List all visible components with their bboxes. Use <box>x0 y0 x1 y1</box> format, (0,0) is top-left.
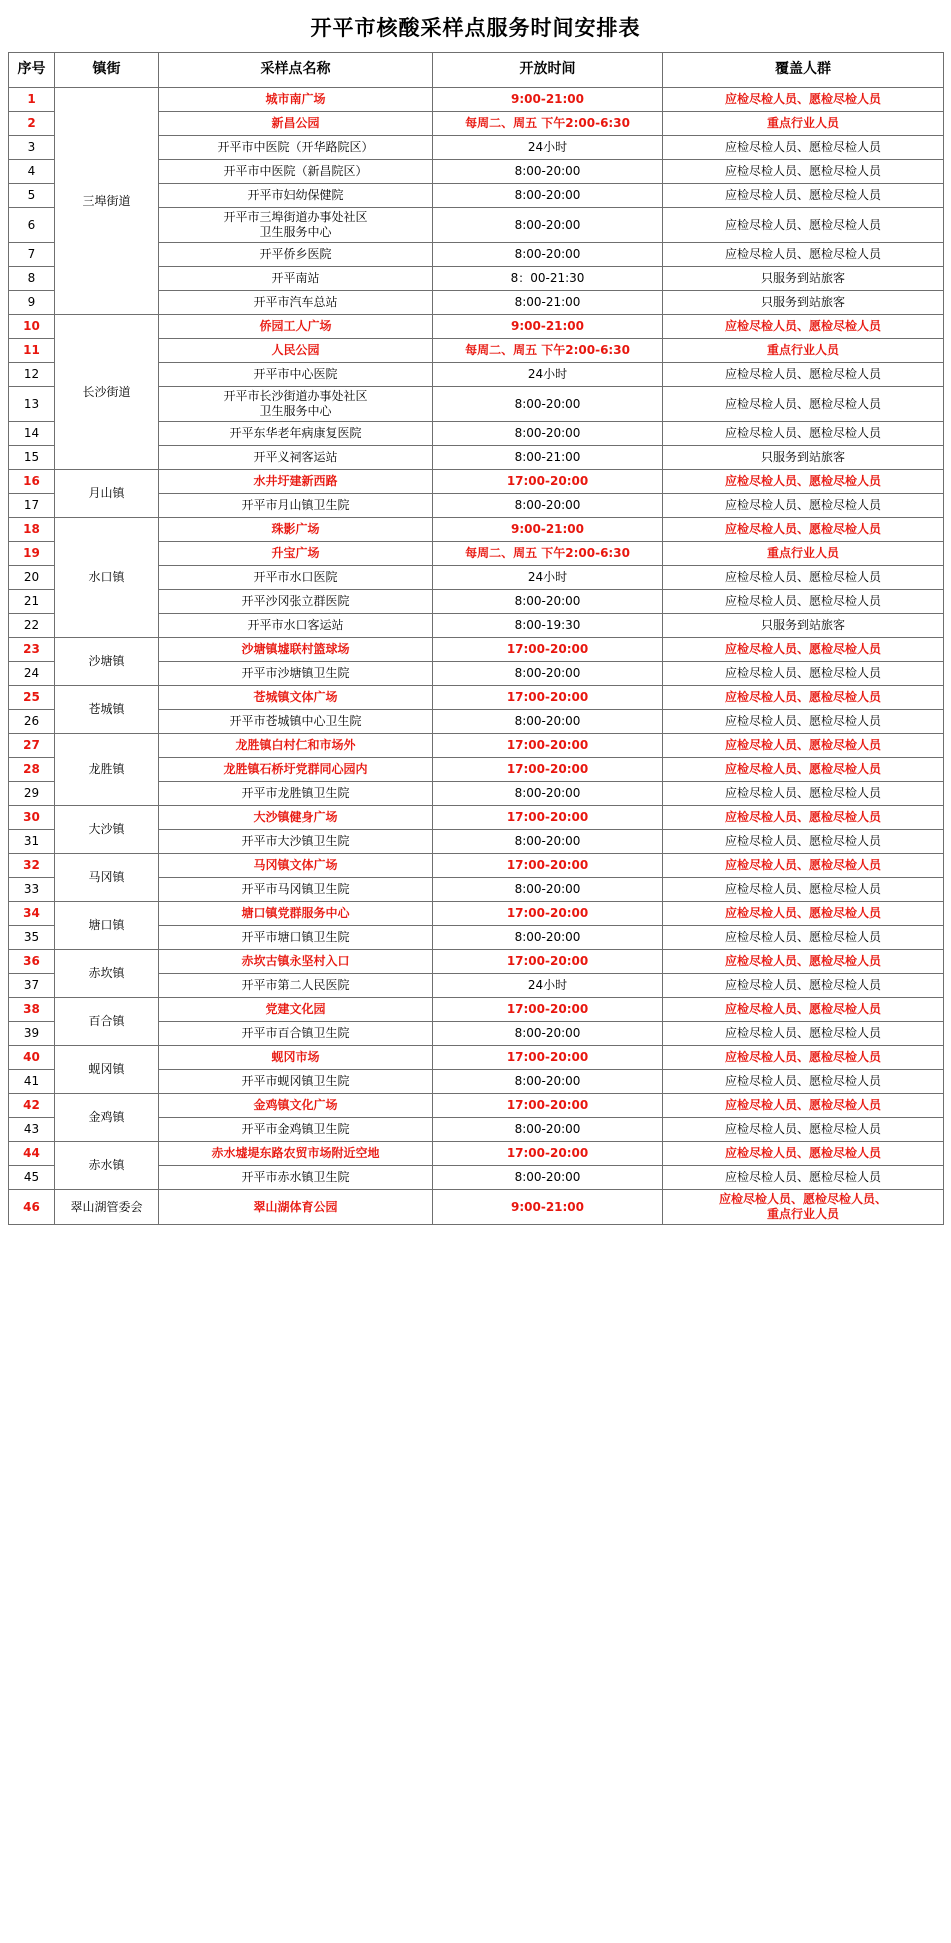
cell-serial-number: 44 <box>9 1142 55 1166</box>
cell-open-time: 每周二、周五 下午2:00-6:30 <box>433 112 663 136</box>
cell-site-name: 升宝广场 <box>159 542 433 566</box>
cell-site-name: 开平沙冈张立群医院 <box>159 590 433 614</box>
cell-open-time: 8:00-21:00 <box>433 446 663 470</box>
cell-open-time: 8:00-20:00 <box>433 243 663 267</box>
cell-site-name: 开平南站 <box>159 267 433 291</box>
cell-serial-number: 13 <box>9 387 55 422</box>
cell-open-time: 8:00-20:00 <box>433 494 663 518</box>
cell-open-time: 17:00-20:00 <box>433 734 663 758</box>
cell-open-time: 17:00-20:00 <box>433 758 663 782</box>
cell-site-name: 赤水墟堤东路农贸市场附近空地 <box>159 1142 433 1166</box>
cell-site-name: 开平市金鸡镇卫生院 <box>159 1118 433 1142</box>
cell-open-time: 17:00-20:00 <box>433 950 663 974</box>
cell-open-time: 17:00-20:00 <box>433 806 663 830</box>
cell-open-time: 9:00-21:00 <box>433 1190 663 1225</box>
cell-open-time: 17:00-20:00 <box>433 1094 663 1118</box>
cell-serial-number: 45 <box>9 1166 55 1190</box>
cell-serial-number: 23 <box>9 638 55 662</box>
cell-site-name: 开平市赤水镇卫生院 <box>159 1166 433 1190</box>
cell-serial-number: 22 <box>9 614 55 638</box>
cell-open-time: 17:00-20:00 <box>433 902 663 926</box>
cell-site-name: 翠山湖体育公园 <box>159 1190 433 1225</box>
cell-site-name: 开平市月山镇卫生院 <box>159 494 433 518</box>
cell-covered-group: 应检尽检人员、愿检尽检人员 <box>663 998 944 1022</box>
cell-site-name: 开平市大沙镇卫生院 <box>159 830 433 854</box>
cell-town-name: 苍城镇 <box>55 686 159 734</box>
cell-covered-group: 应检尽检人员、愿检尽检人员 <box>663 1046 944 1070</box>
cell-open-time: 9:00-21:00 <box>433 315 663 339</box>
cell-town-name: 赤水镇 <box>55 1142 159 1190</box>
cell-covered-group: 应检尽检人员、愿检尽检人员 <box>663 686 944 710</box>
column-header-no: 序号 <box>9 53 55 88</box>
cell-site-name: 沙塘镇墟联村篮球场 <box>159 638 433 662</box>
cell-town-name: 塘口镇 <box>55 902 159 950</box>
cell-open-time: 17:00-20:00 <box>433 1142 663 1166</box>
cell-serial-number: 46 <box>9 1190 55 1225</box>
cell-open-time: 每周二、周五 下午2:00-6:30 <box>433 339 663 363</box>
cell-town-name: 龙胜镇 <box>55 734 159 806</box>
cell-open-time: 8:00-20:00 <box>433 387 663 422</box>
cell-serial-number: 33 <box>9 878 55 902</box>
table-row <box>9 88 944 112</box>
cell-serial-number: 26 <box>9 710 55 734</box>
cell-site-name: 开平市长沙街道办事处社区 卫生服务中心 <box>159 387 433 422</box>
cell-serial-number: 6 <box>9 208 55 243</box>
cell-serial-number: 15 <box>9 446 55 470</box>
cell-serial-number: 3 <box>9 136 55 160</box>
table-row <box>9 518 944 542</box>
cell-open-time: 24小时 <box>433 974 663 998</box>
cell-town-name: 百合镇 <box>55 998 159 1046</box>
cell-covered-group: 应检尽检人员、愿检尽检人员 <box>663 1118 944 1142</box>
cell-serial-number: 1 <box>9 88 55 112</box>
cell-covered-group: 应检尽检人员、愿检尽检人员 <box>663 387 944 422</box>
cell-serial-number: 43 <box>9 1118 55 1142</box>
cell-site-name: 开平市马冈镇卫生院 <box>159 878 433 902</box>
cell-open-time: 8：00-21:30 <box>433 267 663 291</box>
cell-open-time: 8:00-20:00 <box>433 1022 663 1046</box>
cell-covered-group: 应检尽检人员、愿检尽检人员 <box>663 184 944 208</box>
cell-open-time: 8:00-20:00 <box>433 710 663 734</box>
cell-town-name: 金鸡镇 <box>55 1094 159 1142</box>
cell-covered-group: 应检尽检人员、愿检尽检人员 <box>663 470 944 494</box>
cell-serial-number: 11 <box>9 339 55 363</box>
cell-serial-number: 28 <box>9 758 55 782</box>
cell-serial-number: 7 <box>9 243 55 267</box>
cell-serial-number: 16 <box>9 470 55 494</box>
cell-open-time: 8:00-20:00 <box>433 782 663 806</box>
cell-site-name: 龙胜镇白村仁和市场外 <box>159 734 433 758</box>
cell-site-name: 大沙镇健身广场 <box>159 806 433 830</box>
cell-site-name: 塘口镇党群服务中心 <box>159 902 433 926</box>
cell-town-name: 长沙街道 <box>55 315 159 470</box>
table-row <box>9 686 944 710</box>
cell-open-time: 24小时 <box>433 363 663 387</box>
sampling-site-schedule-table <box>8 52 944 1225</box>
cell-serial-number: 38 <box>9 998 55 1022</box>
cell-serial-number: 9 <box>9 291 55 315</box>
cell-covered-group: 应检尽检人员、愿检尽检人员、 重点行业人员 <box>663 1190 944 1225</box>
cell-covered-group: 应检尽检人员、愿检尽检人员 <box>663 1166 944 1190</box>
cell-site-name: 开平市百合镇卫生院 <box>159 1022 433 1046</box>
cell-covered-group: 应检尽检人员、愿检尽检人员 <box>663 243 944 267</box>
cell-serial-number: 36 <box>9 950 55 974</box>
cell-open-time: 24小时 <box>433 136 663 160</box>
cell-serial-number: 41 <box>9 1070 55 1094</box>
cell-covered-group: 应检尽检人员、愿检尽检人员 <box>663 315 944 339</box>
cell-covered-group: 应检尽检人员、愿检尽检人员 <box>663 518 944 542</box>
cell-serial-number: 2 <box>9 112 55 136</box>
cell-site-name: 开平市蚬冈镇卫生院 <box>159 1070 433 1094</box>
cell-site-name: 开平市中医院（新昌院区） <box>159 160 433 184</box>
cell-serial-number: 32 <box>9 854 55 878</box>
cell-serial-number: 30 <box>9 806 55 830</box>
cell-open-time: 8:00-20:00 <box>433 1166 663 1190</box>
cell-site-name: 开平市汽车总站 <box>159 291 433 315</box>
cell-covered-group: 应检尽检人员、愿检尽检人员 <box>663 758 944 782</box>
cell-covered-group: 应检尽检人员、愿检尽检人员 <box>663 950 944 974</box>
cell-open-time: 8:00-20:00 <box>433 590 663 614</box>
table-row <box>9 315 944 339</box>
cell-serial-number: 4 <box>9 160 55 184</box>
table-row <box>9 638 944 662</box>
cell-open-time: 8:00-20:00 <box>433 878 663 902</box>
cell-covered-group: 应检尽检人员、愿检尽检人员 <box>663 902 944 926</box>
cell-covered-group: 应检尽检人员、愿检尽检人员 <box>663 878 944 902</box>
table-row <box>9 854 944 878</box>
cell-serial-number: 31 <box>9 830 55 854</box>
cell-open-time: 9:00-21:00 <box>433 88 663 112</box>
cell-open-time: 9:00-21:00 <box>433 518 663 542</box>
table-row <box>9 1046 944 1070</box>
cell-open-time: 每周二、周五 下午2:00-6:30 <box>433 542 663 566</box>
cell-covered-group: 应检尽检人员、愿检尽检人员 <box>663 710 944 734</box>
column-header-time: 开放时间 <box>433 53 663 88</box>
cell-site-name: 苍城镇文体广场 <box>159 686 433 710</box>
cell-site-name: 水井圩建新西路 <box>159 470 433 494</box>
column-header-town: 镇街 <box>55 53 159 88</box>
cell-open-time: 17:00-20:00 <box>433 854 663 878</box>
cell-covered-group: 应检尽检人员、愿检尽检人员 <box>663 363 944 387</box>
table-row <box>9 470 944 494</box>
cell-site-name: 党建文化园 <box>159 998 433 1022</box>
cell-serial-number: 39 <box>9 1022 55 1046</box>
cell-covered-group: 应检尽检人员、愿检尽检人员 <box>663 566 944 590</box>
cell-serial-number: 27 <box>9 734 55 758</box>
cell-serial-number: 24 <box>9 662 55 686</box>
cell-town-name: 大沙镇 <box>55 806 159 854</box>
cell-covered-group: 应检尽检人员、愿检尽检人员 <box>663 662 944 686</box>
cell-site-name: 开平义祠客运站 <box>159 446 433 470</box>
cell-town-name: 月山镇 <box>55 470 159 518</box>
cell-serial-number: 10 <box>9 315 55 339</box>
cell-site-name: 珠影广场 <box>159 518 433 542</box>
cell-open-time: 17:00-20:00 <box>433 638 663 662</box>
table-row <box>9 902 944 926</box>
cell-open-time: 17:00-20:00 <box>433 686 663 710</box>
table-row <box>9 998 944 1022</box>
cell-serial-number: 19 <box>9 542 55 566</box>
page-title: 开平市核酸采样点服务时间安排表 <box>310 15 641 40</box>
cell-site-name: 开平市妇幼保健院 <box>159 184 433 208</box>
cell-open-time: 8:00-21:00 <box>433 291 663 315</box>
cell-open-time: 8:00-20:00 <box>433 422 663 446</box>
cell-site-name: 龙胜镇石桥圩党群同心园内 <box>159 758 433 782</box>
cell-town-name: 三埠街道 <box>55 88 159 315</box>
cell-town-name: 赤坎镇 <box>55 950 159 998</box>
cell-covered-group: 重点行业人员 <box>663 339 944 363</box>
table-row <box>9 1190 944 1225</box>
cell-open-time: 17:00-20:00 <box>433 1046 663 1070</box>
cell-site-name: 马冈镇文体广场 <box>159 854 433 878</box>
cell-site-name: 开平市第二人民医院 <box>159 974 433 998</box>
cell-site-name: 人民公园 <box>159 339 433 363</box>
cell-town-name: 水口镇 <box>55 518 159 638</box>
cell-covered-group: 应检尽检人员、愿检尽检人员 <box>663 734 944 758</box>
cell-covered-group: 应检尽检人员、愿检尽检人员 <box>663 1094 944 1118</box>
cell-covered-group: 应检尽检人员、愿检尽检人员 <box>663 974 944 998</box>
cell-town-name: 马冈镇 <box>55 854 159 902</box>
table-row <box>9 950 944 974</box>
table-row <box>9 734 944 758</box>
cell-covered-group: 应检尽检人员、愿检尽检人员 <box>663 926 944 950</box>
cell-covered-group: 应检尽检人员、愿检尽检人员 <box>663 590 944 614</box>
cell-serial-number: 18 <box>9 518 55 542</box>
cell-site-name: 开平侨乡医院 <box>159 243 433 267</box>
cell-covered-group: 应检尽检人员、愿检尽检人员 <box>663 136 944 160</box>
cell-covered-group: 应检尽检人员、愿检尽检人员 <box>663 830 944 854</box>
cell-covered-group: 应检尽检人员、愿检尽检人员 <box>663 854 944 878</box>
cell-covered-group: 应检尽检人员、愿检尽检人员 <box>663 88 944 112</box>
cell-open-time: 8:00-20:00 <box>433 160 663 184</box>
cell-covered-group: 只服务到站旅客 <box>663 446 944 470</box>
cell-open-time: 8:00-20:00 <box>433 1070 663 1094</box>
cell-covered-group: 应检尽检人员、愿检尽检人员 <box>663 1070 944 1094</box>
cell-serial-number: 8 <box>9 267 55 291</box>
cell-covered-group: 只服务到站旅客 <box>663 614 944 638</box>
cell-covered-group: 应检尽检人员、愿检尽检人员 <box>663 494 944 518</box>
table-row <box>9 1094 944 1118</box>
cell-serial-number: 29 <box>9 782 55 806</box>
cell-serial-number: 42 <box>9 1094 55 1118</box>
cell-site-name: 城市南广场 <box>159 88 433 112</box>
cell-serial-number: 20 <box>9 566 55 590</box>
cell-site-name: 侨园工人广场 <box>159 315 433 339</box>
cell-covered-group: 只服务到站旅客 <box>663 291 944 315</box>
cell-site-name: 新昌公园 <box>159 112 433 136</box>
cell-covered-group: 应检尽检人员、愿检尽检人员 <box>663 160 944 184</box>
cell-site-name: 蚬冈市场 <box>159 1046 433 1070</box>
cell-covered-group: 应检尽检人员、愿检尽检人员 <box>663 208 944 243</box>
column-header-site: 采样点名称 <box>159 53 433 88</box>
cell-serial-number: 21 <box>9 590 55 614</box>
cell-town-name: 沙塘镇 <box>55 638 159 686</box>
cell-covered-group: 应检尽检人员、愿检尽检人员 <box>663 638 944 662</box>
cell-serial-number: 40 <box>9 1046 55 1070</box>
cell-covered-group: 应检尽检人员、愿检尽检人员 <box>663 1142 944 1166</box>
cell-site-name: 赤坎古镇永坚村入口 <box>159 950 433 974</box>
cell-serial-number: 25 <box>9 686 55 710</box>
cell-site-name: 开平东华老年病康复医院 <box>159 422 433 446</box>
cell-site-name: 开平市塘口镇卫生院 <box>159 926 433 950</box>
cell-open-time: 8:00-20:00 <box>433 926 663 950</box>
cell-covered-group: 应检尽检人员、愿检尽检人员 <box>663 1022 944 1046</box>
cell-site-name: 开平市中心医院 <box>159 363 433 387</box>
cell-site-name: 开平市龙胜镇卫生院 <box>159 782 433 806</box>
cell-site-name: 开平市中医院（开华路院区） <box>159 136 433 160</box>
cell-covered-group: 应检尽检人员、愿检尽检人员 <box>663 782 944 806</box>
cell-open-time: 8:00-20:00 <box>433 662 663 686</box>
cell-site-name: 开平市苍城镇中心卫生院 <box>159 710 433 734</box>
column-header-group: 覆盖人群 <box>663 53 944 88</box>
cell-open-time: 8:00-20:00 <box>433 1118 663 1142</box>
cell-serial-number: 37 <box>9 974 55 998</box>
cell-site-name: 金鸡镇文化广场 <box>159 1094 433 1118</box>
cell-serial-number: 14 <box>9 422 55 446</box>
cell-site-name: 开平市沙塘镇卫生院 <box>159 662 433 686</box>
cell-covered-group: 重点行业人员 <box>663 112 944 136</box>
cell-covered-group: 应检尽检人员、愿检尽检人员 <box>663 422 944 446</box>
cell-serial-number: 35 <box>9 926 55 950</box>
cell-open-time: 24小时 <box>433 566 663 590</box>
cell-open-time: 17:00-20:00 <box>433 998 663 1022</box>
table-body <box>9 88 944 1225</box>
cell-serial-number: 5 <box>9 184 55 208</box>
cell-town-name: 翠山湖管委会 <box>55 1190 159 1225</box>
cell-site-name: 开平市水口医院 <box>159 566 433 590</box>
table-row <box>9 806 944 830</box>
cell-town-name: 蚬冈镇 <box>55 1046 159 1094</box>
cell-open-time: 8:00-20:00 <box>433 208 663 243</box>
table-header <box>9 53 944 88</box>
table-header-row <box>9 53 944 88</box>
cell-covered-group: 只服务到站旅客 <box>663 267 944 291</box>
cell-serial-number: 12 <box>9 363 55 387</box>
cell-open-time: 8:00-19:30 <box>433 614 663 638</box>
cell-open-time: 17:00-20:00 <box>433 470 663 494</box>
cell-serial-number: 17 <box>9 494 55 518</box>
cell-open-time: 8:00-20:00 <box>433 830 663 854</box>
cell-serial-number: 34 <box>9 902 55 926</box>
cell-covered-group: 应检尽检人员、愿检尽检人员 <box>663 806 944 830</box>
cell-open-time: 8:00-20:00 <box>433 184 663 208</box>
cell-site-name: 开平市水口客运站 <box>159 614 433 638</box>
cell-covered-group: 重点行业人员 <box>663 542 944 566</box>
cell-site-name: 开平市三埠街道办事处社区 卫生服务中心 <box>159 208 433 243</box>
table-row <box>9 1142 944 1166</box>
